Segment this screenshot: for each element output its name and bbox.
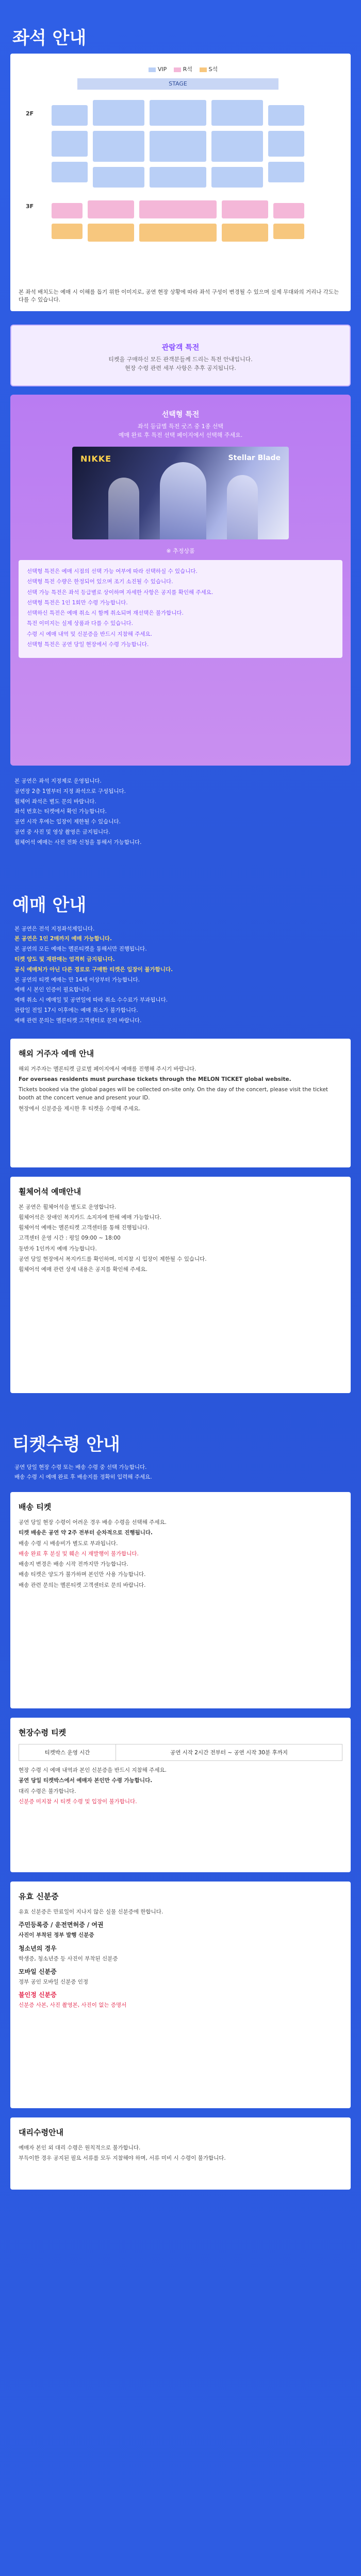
delivery-line: 공연 당일 현장 수령이 어려운 경우 배송 수령을 선택해 주세요. (19, 1519, 167, 1526)
select-bullet: 선택형 특전은 1인 1회만 수령 가능합니다. (27, 599, 128, 606)
overseas-title: 해외 거주자 예매 안내 (19, 1048, 94, 1058)
wheelchair-line: 휠체어석 예매 관련 상세 내용은 공지를 확인해 주세요. (19, 1266, 147, 1273)
seat-block[interactable] (150, 167, 206, 188)
id-doc-label: 청소년의 경우 (19, 1944, 57, 1952)
booking-line: 본 공연의 티켓 예매는 만 14세 이상부터 가능합니다. (14, 976, 140, 983)
booking-line: 본 공연은 1인 2매까지 예매 가능합니다. (14, 936, 112, 942)
legend-label-r: R석 (183, 66, 193, 73)
floor-2f-label: 2F (26, 110, 34, 117)
id-doc-text: 정부 공인 모바일 신분증 인정 (19, 1978, 89, 1985)
overseas-box (10, 1039, 351, 1167)
onsite-table-value: 공연 시작 2시간 전부터 ~ 공연 시작 30분 후까지 (116, 1744, 342, 1761)
seat-block[interactable] (93, 100, 144, 126)
onsite-line: 현장 수령 시 예매 내역과 본인 신분증을 반드시 지참해 주세요. (19, 1767, 167, 1774)
seat-block[interactable] (211, 131, 263, 162)
seat-block[interactable] (52, 224, 83, 239)
delivery-title: 배송 티켓 (19, 1502, 52, 1512)
select-title: 선택형 특전 (161, 411, 200, 419)
delivery-line: 티켓 배송은 공연 약 2주 전부터 순차적으로 진행됩니다. (19, 1530, 153, 1536)
booking-line: 관람일 전일 17시 이후에는 예매 취소가 불가합니다. (14, 1007, 138, 1013)
seat-note: 휠체어석 예매는 사전 전화 신청을 통해서 가능합니다. (14, 839, 142, 845)
select-benefit-box (10, 395, 351, 766)
seat-block[interactable] (52, 162, 88, 182)
seat-block[interactable] (222, 224, 268, 242)
select-bullet: 선택하신 특전은 예매 취소 시 함께 취소되며 재선택은 불가합니다. (27, 610, 184, 617)
delivery-box (10, 1492, 351, 1708)
onsite-box (10, 1718, 351, 1872)
seat-block[interactable] (52, 131, 88, 157)
proxy-line: 예매자 본인 외 대리 수령은 원칙적으로 불가합니다. (19, 2145, 141, 2151)
wheelchair-box (10, 1177, 351, 1393)
benefit-title: 관람객 특전 (161, 344, 200, 352)
id-docs-title: 유효 신분증 (19, 1892, 59, 1902)
booking-line: 예매 시 본인 인증이 필요합니다. (14, 987, 91, 993)
onsite-title: 현장수령 티켓 (19, 1728, 67, 1738)
delivery-line: 배송 수령 시 배송비가 별도로 부과됩니다. (19, 1540, 118, 1547)
id-doc-label: 불인정 신분증 (19, 1991, 57, 1999)
seat-map (10, 54, 351, 311)
seat-legend (10, 65, 351, 73)
booking-line: 본 공연은 전석 지정좌석제입니다. (14, 925, 95, 932)
proxy-title: 대리수령안내 (19, 2128, 63, 2138)
seat-block[interactable] (211, 100, 263, 126)
seat-guide-title: 좌석 안내 (12, 28, 87, 48)
id-doc-text: 신분증 사본, 사진 촬영본, 사진이 없는 증명서 (19, 2002, 127, 2009)
overseas-line: 현장에서 신분증을 제시한 후 티켓을 수령해 주세요. (19, 1105, 141, 1112)
seat-block[interactable] (150, 100, 206, 126)
proxy-line: 부득이한 경우 공지된 필요 서류를 모두 지참해야 하며, 서류 미비 시 수령이 불가합니다. (19, 2155, 226, 2162)
id-doc-label: 주민등록증 / 운전면허증 / 여권 (19, 1921, 104, 1929)
booking-line: 본 공연의 모든 예매는 멜론티켓을 통해서만 진행됩니다. (14, 946, 147, 953)
delivery-line: 배송지 변경은 배송 시작 전까지만 가능합니다. (19, 1561, 128, 1568)
seat-note: 공연 중 사진 및 영상 촬영은 금지됩니다. (14, 828, 110, 835)
pickup-intro-line: 공연 당일 현장 수령 또는 배송 수령 중 선택 가능합니다. (14, 1464, 147, 1470)
id-docs-intro: 유효 신분증은 만료일이 지나지 않은 실물 신분증에 한합니다. (19, 1909, 163, 1916)
booking-list (0, 925, 361, 1025)
seat-note: 본 공연은 좌석 지정제로 운영됩니다. (14, 778, 102, 784)
seat-block[interactable] (52, 105, 88, 126)
delivery-line: 배송 완료 후 분실 및 훼손 시 재발행이 불가합니다. (19, 1550, 139, 1557)
seat-block[interactable] (211, 167, 263, 188)
id-docs-box (10, 1882, 351, 2108)
wheelchair-line: 휠체어석 예매는 멜론티켓 고객센터를 통해 진행됩니다. (19, 1225, 150, 1231)
id-doc-text: 학생증, 청소년증 등 사진이 부착된 신분증 (19, 1955, 118, 1962)
seat-block[interactable] (273, 203, 304, 218)
select-caption: ※ 추정상품 (166, 548, 195, 554)
overseas-line: 해외 거주자는 멜론티켓 글로벌 페이지에서 예매를 진행해 주시기 바랍니다. (19, 1065, 196, 1072)
seat-note: 공연장 2층 1열부터 지정 좌석으로 구성됩니다. (14, 788, 126, 794)
booking-title: 예매 안내 (12, 894, 87, 916)
pickup-intro-line: 배송 수령 시 예매 완료 후 배송지를 정확히 입력해 주세요. (14, 1474, 152, 1481)
select-bullet: 특전 이미지는 실제 상품과 다를 수 있습니다. (27, 620, 133, 627)
wheelchair-line: 고객센터 운영 시간 : 평일 09:00 ~ 18:00 (19, 1235, 121, 1242)
booking-line: 공식 예매처가 아닌 다른 경로로 구매한 티켓은 입장이 불가합니다. (14, 966, 173, 973)
legend-label-vip: VIP (157, 66, 167, 73)
seat-notes (0, 777, 361, 847)
banner-logo-right: Stellar Blade (228, 454, 281, 462)
seat-block[interactable] (273, 224, 304, 239)
seat-block[interactable] (93, 167, 144, 188)
banner-figure (160, 462, 206, 539)
benefit-box (10, 325, 351, 386)
select-bullets (19, 560, 342, 658)
seat-block[interactable] (52, 203, 83, 218)
benefit-sub: 티켓을 구매하신 모든 관객분들께 드리는 특전 안내입니다. 현장 수령 관련 세부 사항은 추후 공지됩니다. (108, 356, 253, 371)
seat-block[interactable] (268, 105, 304, 126)
select-bullet: 선택형 특전 수량은 한정되어 있으며 조기 소진될 수 있습니다. (27, 579, 173, 585)
legend-swatch-s (200, 67, 207, 72)
banner-logo-left: NIKKE (80, 454, 112, 464)
promo-banner (72, 447, 289, 539)
id-doc-label: 모바일 신분증 (19, 1968, 57, 1975)
seat-block[interactable] (150, 131, 206, 162)
seat-note: 좌석 번호는 티켓에서 확인 가능합니다. (14, 808, 107, 815)
onsite-table-label: 티켓박스 운영 시간 (19, 1744, 116, 1761)
onsite-line: 대리 수령은 불가합니다. (19, 1788, 76, 1794)
seat-block[interactable] (268, 162, 304, 182)
proxy-box (10, 2117, 351, 2190)
seat-block[interactable] (222, 200, 268, 218)
seat-block[interactable] (88, 200, 134, 218)
seat-block[interactable] (139, 200, 217, 218)
ticket-pickup-title: 티켓수령 안내 (12, 1434, 120, 1455)
seat-note: 공연 시작 후에는 입장이 제한될 수 있습니다. (14, 819, 121, 825)
seat-block[interactable] (88, 224, 134, 242)
select-bullet: 선택형 특전은 공연 당일 현장에서 수령 가능합니다. (27, 641, 149, 648)
onsite-line: 공연 당일 티켓박스에서 예매자 본인만 수령 가능합니다. (19, 1777, 153, 1784)
booking-line: 예매 관련 문의는 멜론티켓 고객센터로 문의 바랍니다. (14, 1017, 142, 1024)
select-bullet: 수령 시 예매 내역 및 신분증을 반드시 지참해 주세요. (27, 631, 153, 637)
overseas-line: Tickets booked via the global pages will be collected on-site only. On the day of the concert, please visit the ticket booth at the concert venue and present your ID. (19, 1087, 329, 1101)
wheelchair-line: 휠체어석은 장애인 복지카드 소지자에 한해 예매 가능합니다. (19, 1214, 161, 1221)
delivery-line: 배송 티켓은 양도가 불가하며 본인만 사용 가능합니다. (19, 1571, 146, 1578)
select-bullet: 선택 가능 특전은 좌석 등급별로 상이하며 자세한 사항은 공지를 확인해 주세요. (27, 589, 214, 596)
wheelchair-line: 본 공연은 휠체어석을 별도로 운영합니다. (19, 1204, 117, 1210)
seat-map-note: 본 좌석 배치도는 예매 시 이해를 돕기 위한 이미지로, 공연 현장 상황에 따라 좌석 구성이 변경될 수 있으며 실제 무대와의 거리나 각도는 다를 수 있습니다. (19, 289, 339, 303)
id-doc-text: 사진이 부착된 정부 발행 신분증 (19, 1932, 94, 1939)
overseas-line: For overseas residents must purchase tickets through the MELON TICKET global website. (19, 1076, 291, 1082)
wheelchair-title: 휠체어석 예매안내 (19, 1187, 81, 1196)
delivery-line: 배송 관련 문의는 멜론티켓 고객센터로 문의 바랍니다. (19, 1582, 146, 1588)
booking-line: 티켓 양도 및 재판매는 엄격히 금지됩니다. (14, 956, 115, 962)
seat-note: 휠체어 좌석은 별도 문의 바랍니다. (14, 798, 96, 805)
stage: STAGE (77, 78, 278, 90)
seat-block[interactable] (268, 131, 304, 157)
select-sub: 좌석 등급별 특전 굿즈 중 1종 선택 예매 완료 후 특전 선택 페이지에서 선택해 주세요. (118, 423, 243, 438)
wheelchair-line: 동반자 1인까지 예매 가능합니다. (19, 1245, 97, 1252)
onsite-line: 신분증 미지참 시 티켓 수령 및 입장이 불가합니다. (19, 1798, 137, 1805)
seat-block[interactable] (139, 224, 217, 242)
floor-3f-label: 3F (26, 203, 34, 210)
seat-block[interactable] (93, 131, 144, 162)
legend-swatch-r (174, 67, 181, 72)
select-bullet: 선택형 특전은 예매 시점의 선택 가능 여부에 따라 선택하실 수 있습니다. (27, 568, 198, 574)
booking-line: 예매 취소 시 예매일 및 공연일에 따라 취소 수수료가 부과됩니다. (14, 997, 168, 1004)
banner-figure (227, 475, 258, 539)
legend-label-s: S석 (208, 66, 218, 73)
ticket-pickup-intro (0, 1463, 361, 1482)
legend-swatch-vip (149, 67, 156, 72)
wheelchair-line: 공연 당일 현장에서 복지카드를 확인하며, 미지참 시 입장이 제한될 수 있습니다. (19, 1256, 207, 1262)
onsite-table (19, 1744, 342, 1761)
banner-figure (108, 478, 139, 539)
